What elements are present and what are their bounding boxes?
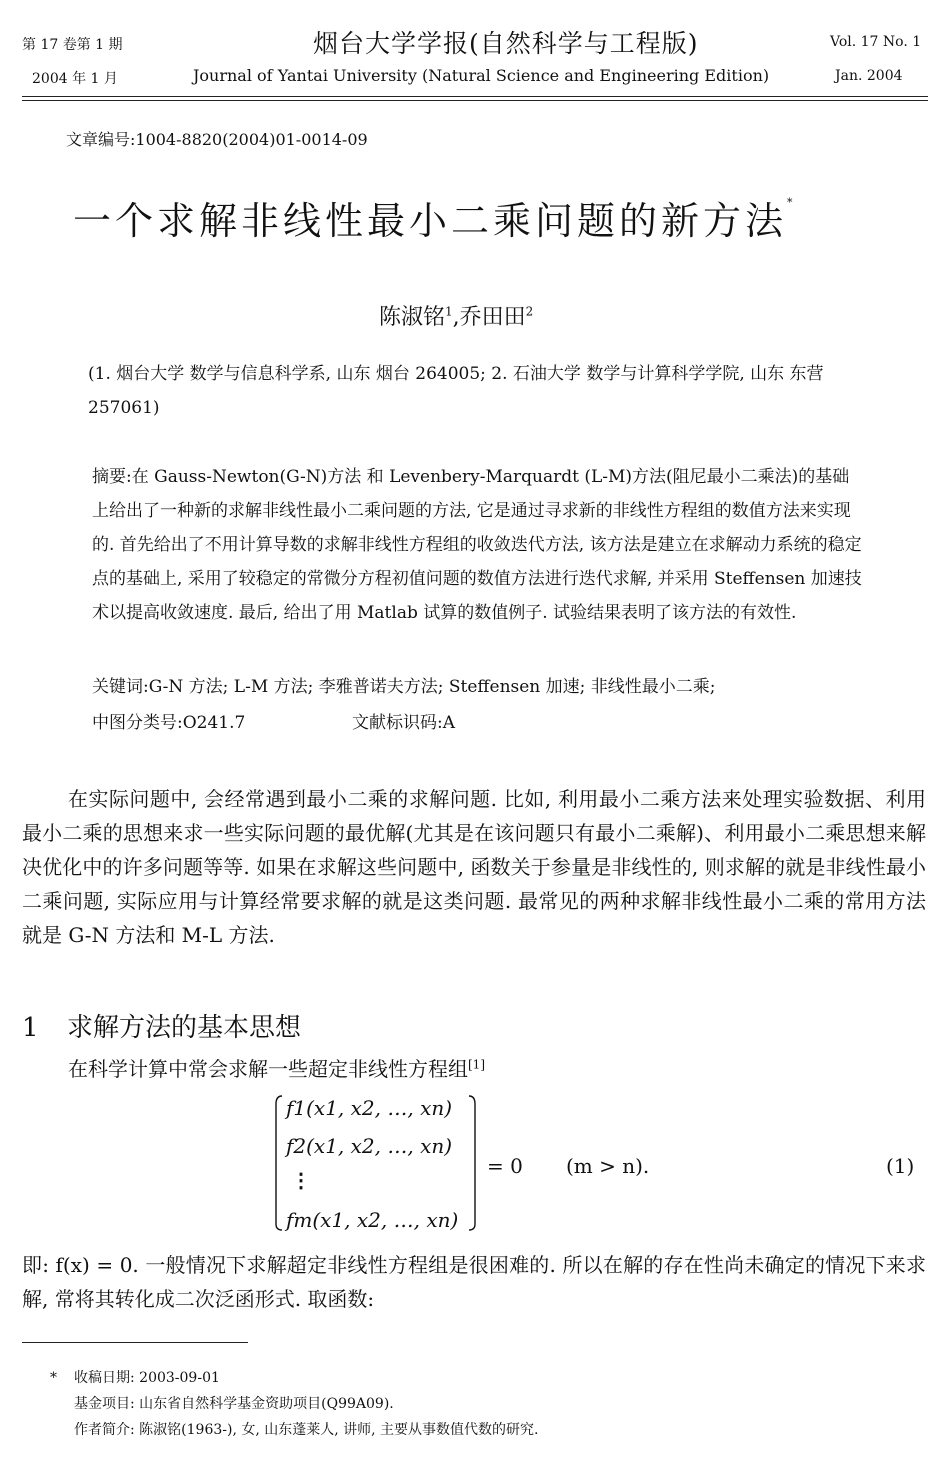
equation-row: fm(x1, x2, …, xn) xyxy=(286,1208,459,1232)
section-number: 1 xyxy=(22,1013,39,1043)
article-number: 文章编号:1004-8820(2004)01-0014-09 xyxy=(66,130,368,149)
equation-condition: (m > n). xyxy=(566,1154,650,1178)
abstract-text: 在 Gauss-Newton(G-N)方法 和 Levenbery-Marquardt (L-M)方法(阻尼最小二乘法)的基础上给出了一种新的求解非线性最小二乘问题的方法, 它是通过寻求新的非线性方程组的数值方法来实现的. 首先给出了不用计算导数的求解非线性方程组的收敛迭代方法, 该方法是建立在求解动力系统的稳定点的基础上, 采用了较稳定的常微分方程初值问题的数值方法进行迭代求解, 并采用 Steffensen 加速技术以提高收敛速度. 最后, 给出了用 Matlab 试算的数值例子. 试验结果表明了该方法的有效性. xyxy=(92,467,862,623)
paper-title-text: 一个求解非线性最小二乘问题的新方法 xyxy=(73,199,788,243)
author-separator: , xyxy=(452,305,460,330)
left-brace xyxy=(270,1094,286,1232)
doc-code-label: 文献标识码: xyxy=(352,713,443,733)
author-1-affil: 1 xyxy=(445,304,453,319)
clc-label: 中图分类号: xyxy=(92,713,183,733)
footnote-received xyxy=(50,1366,220,1390)
author-list xyxy=(379,300,533,331)
equation-row: f2(x1, x2, …, xn) xyxy=(286,1134,453,1158)
abstract xyxy=(92,460,862,630)
affiliations: (1. 烟台大学 数学与信息科学系, 山东 烟台 264005; 2. 石油大学 数学与计算科学学院, 山东 东营 257061) xyxy=(88,364,824,418)
lead-text: 在科学计算中常会求解一些超定非线性方程组 xyxy=(68,1057,468,1081)
intro-paragraph: 在实际问题中, 会经常遇到最小二乘的求解问题. 比如, 利用最小二乘方法来处理实验数据、利用最小二乘的思想来求一些实际问题的最优解(尤其是在该问题只有最小二乘解)、利用最小二乘思想来解决优化中的许多问题等等. 如果在求解这些问题中, 函数关于参量是非线性的, 则求解的就是非线性最小二乘问题, 实际应用与计算经常要求解的就是这类问题. 最常见的两种求解非线性最小二乘的常用方法就是 G-N 方法和 M-L 方法. xyxy=(22,787,926,947)
date-en: Jan. 2004 xyxy=(835,68,903,84)
keywords-label: 关键词: xyxy=(92,677,149,697)
section-1-heading xyxy=(22,1007,301,1044)
volume-issue-cn: 第 17 卷第 1 期 xyxy=(22,37,123,53)
header-rule-bottom xyxy=(22,100,928,101)
header-rule-top xyxy=(22,96,928,97)
section-1-paragraph: 即: f(x) = 0. 一般情况下求解超定非线性方程组是很困难的. 所以在解的存在性尚未确定的情况下来求解, 常将其转化成二次泛函形式. 取函数: xyxy=(22,1253,926,1311)
citation-ref: [1] xyxy=(468,1057,485,1072)
footnote-mark: * xyxy=(50,1370,57,1386)
footnote-author-bio: 作者简介: 陈淑铭(1963-), 女, 山东蓬莱人, 讲师, 主要从事数值代数的研究. xyxy=(74,1422,539,1438)
clc-value: O241.7 xyxy=(182,713,246,733)
date-cn: 2004 年 1 月 xyxy=(32,71,118,87)
received-date: 收稿日期: 2003-09-01 xyxy=(74,1370,220,1386)
right-brace xyxy=(465,1094,481,1232)
volume-issue-en: Vol. 17 No. 1 xyxy=(830,34,922,50)
equation-row: f1(x1, x2, …, xn) xyxy=(286,1096,453,1120)
footnote-rule xyxy=(22,1342,248,1343)
equation-row: ⋮ xyxy=(291,1168,311,1192)
section-1-lead xyxy=(68,1053,485,1082)
equation-rhs: = 0 xyxy=(487,1154,523,1178)
document-code xyxy=(352,708,455,733)
author-1: 陈淑铭 xyxy=(379,305,446,330)
section-title: 求解方法的基本思想 xyxy=(67,1013,302,1043)
keywords-text: G-N 方法; L-M 方法; 李雅普诺夫方法; Steffensen 加速; 非线性最小二乘; xyxy=(148,677,716,697)
author-2: 乔田田 xyxy=(459,305,526,330)
doc-code-value: A xyxy=(442,713,456,733)
title-footnote-mark: * xyxy=(787,196,793,209)
keywords xyxy=(92,670,862,704)
footnote-fund: 基金项目: 山东省自然科学基金资助项目(Q99A09). xyxy=(74,1396,394,1412)
author-2-affil: 2 xyxy=(525,304,534,319)
equation-number: (1) xyxy=(886,1154,915,1178)
paper-title xyxy=(73,190,793,245)
clc-number xyxy=(92,708,245,733)
journal-title-en: Journal of Yantai University (Natural Science and Engineering Edition) xyxy=(193,66,770,85)
journal-title-cn: 烟台大学学报(自然科学与工程版) xyxy=(313,29,699,58)
abstract-label: 摘要: xyxy=(92,467,132,487)
